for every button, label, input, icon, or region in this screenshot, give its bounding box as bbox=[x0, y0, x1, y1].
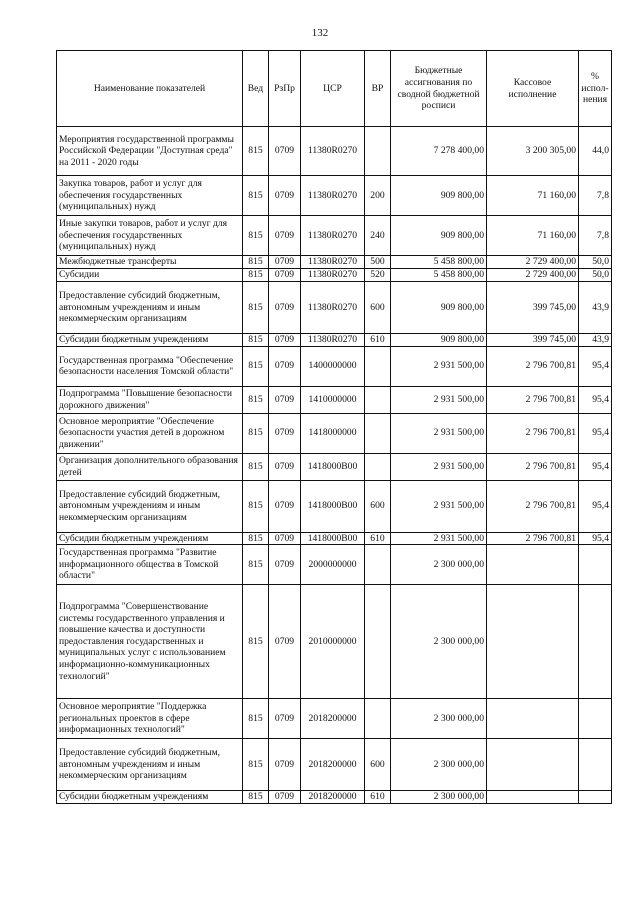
cell-ved: 815 bbox=[243, 480, 269, 532]
cell-executed: 2 796 700,81 bbox=[487, 413, 579, 453]
cell-vr: 610 bbox=[365, 334, 391, 347]
header-row bbox=[57, 51, 612, 127]
cell-ved: 815 bbox=[243, 176, 269, 216]
cell-vr: 610 bbox=[365, 532, 391, 545]
cell-ved: 815 bbox=[243, 413, 269, 453]
cell-name: Мероприятия государственной программы Российской Федерации "Доступная среда" на 2011 - 2020 годы bbox=[57, 127, 243, 176]
cell-assigned: 2 931 500,00 bbox=[391, 346, 487, 386]
cell-percent: 95,4 bbox=[579, 532, 612, 545]
cell-assigned: 2 931 500,00 bbox=[391, 453, 487, 480]
cell-assigned: 909 800,00 bbox=[391, 216, 487, 256]
cell-rzpr: 0709 bbox=[269, 739, 301, 791]
cell-executed bbox=[487, 739, 579, 791]
cell-executed: 2 729 400,00 bbox=[487, 269, 579, 282]
cell-rzpr: 0709 bbox=[269, 532, 301, 545]
cell-assigned: 5 458 800,00 bbox=[391, 269, 487, 282]
budget-table bbox=[56, 50, 612, 804]
cell-executed bbox=[487, 699, 579, 739]
cell-vr: 200 bbox=[365, 176, 391, 216]
cell-executed: 2 729 400,00 bbox=[487, 256, 579, 269]
cell-assigned: 2 931 500,00 bbox=[391, 413, 487, 453]
cell-executed: 2 796 700,81 bbox=[487, 532, 579, 545]
cell-percent bbox=[579, 739, 612, 791]
cell-csr: 1418000В00 bbox=[301, 532, 365, 545]
cell-ved: 815 bbox=[243, 453, 269, 480]
cell-assigned: 7 278 400,00 bbox=[391, 127, 487, 176]
cell-rzpr: 0709 bbox=[269, 699, 301, 739]
cell-rzpr: 0709 bbox=[269, 127, 301, 176]
cell-executed: 399 745,00 bbox=[487, 334, 579, 347]
cell-csr: 11380R0270 bbox=[301, 127, 365, 176]
cell-rzpr: 0709 bbox=[269, 269, 301, 282]
cell-name: Основное мероприятие "Поддержка региональных проектов в сфере информационных технологий" bbox=[57, 699, 243, 739]
cell-name: Иные закупки товаров, работ и услуг для обеспечения государственных (муниципальных) нужд bbox=[57, 216, 243, 256]
cell-vr bbox=[365, 346, 391, 386]
cell-executed bbox=[487, 545, 579, 585]
table-row bbox=[57, 739, 612, 791]
cell-ved: 815 bbox=[243, 256, 269, 269]
cell-vr bbox=[365, 699, 391, 739]
cell-csr: 1418000000 bbox=[301, 413, 365, 453]
cell-name: Субсидии бюджетным учреждениям bbox=[57, 334, 243, 347]
cell-assigned: 2 300 000,00 bbox=[391, 545, 487, 585]
cell-vr: 500 bbox=[365, 256, 391, 269]
cell-vr: 240 bbox=[365, 216, 391, 256]
cell-executed: 3 200 305,00 bbox=[487, 127, 579, 176]
table-row bbox=[57, 256, 612, 269]
cell-ved: 815 bbox=[243, 334, 269, 347]
cell-vr bbox=[365, 413, 391, 453]
cell-rzpr: 0709 bbox=[269, 282, 301, 334]
table-row bbox=[57, 127, 612, 176]
cell-ved: 815 bbox=[243, 739, 269, 791]
cell-name: Субсидии бюджетным учреждениям bbox=[57, 532, 243, 545]
cell-csr: 2010000000 bbox=[301, 585, 365, 699]
cell-csr: 2000000000 bbox=[301, 545, 365, 585]
cell-name: Организация дополнительного образования детей bbox=[57, 453, 243, 480]
cell-assigned: 2 300 000,00 bbox=[391, 585, 487, 699]
col-header-assigned: Бюджетные ассигнования по сводной бюджетной росписи bbox=[391, 51, 487, 127]
cell-rzpr: 0709 bbox=[269, 791, 301, 804]
cell-csr: 1418000В00 bbox=[301, 480, 365, 532]
cell-assigned: 909 800,00 bbox=[391, 282, 487, 334]
cell-ved: 815 bbox=[243, 127, 269, 176]
cell-percent: 95,4 bbox=[579, 453, 612, 480]
cell-percent: 43,9 bbox=[579, 334, 612, 347]
page-number: 132 bbox=[311, 27, 329, 39]
cell-name: Субсидии bbox=[57, 269, 243, 282]
cell-name: Подпрограмма "Повышение безопасности дорожного движения" bbox=[57, 386, 243, 413]
cell-rzpr: 0709 bbox=[269, 216, 301, 256]
cell-assigned: 5 458 800,00 bbox=[391, 256, 487, 269]
cell-assigned: 2 300 000,00 bbox=[391, 739, 487, 791]
cell-ved: 815 bbox=[243, 545, 269, 585]
cell-name: Закупка товаров, работ и услуг для обеспечения государственных (муниципальных) нужд bbox=[57, 176, 243, 216]
cell-ved: 815 bbox=[243, 386, 269, 413]
cell-ved: 815 bbox=[243, 346, 269, 386]
cell-vr: 600 bbox=[365, 739, 391, 791]
cell-executed: 399 745,00 bbox=[487, 282, 579, 334]
cell-percent bbox=[579, 585, 612, 699]
cell-csr: 11380R0270 bbox=[301, 282, 365, 334]
cell-executed: 2 796 700,81 bbox=[487, 346, 579, 386]
cell-name: Предоставление субсидий бюджетным, автономным учреждениям и иным некоммерческим организациям bbox=[57, 480, 243, 532]
cell-executed: 71 160,00 bbox=[487, 216, 579, 256]
cell-name: Государственная программа "Развитие информационного общества в Томской области" bbox=[57, 545, 243, 585]
cell-ved: 815 bbox=[243, 585, 269, 699]
table-row bbox=[57, 699, 612, 739]
table-row bbox=[57, 532, 612, 545]
cell-rzpr: 0709 bbox=[269, 176, 301, 216]
cell-rzpr: 0709 bbox=[269, 413, 301, 453]
table-row bbox=[57, 282, 612, 334]
cell-percent: 44,0 bbox=[579, 127, 612, 176]
cell-csr: 2018200000 bbox=[301, 739, 365, 791]
col-header-executed: Кассовое исполнение bbox=[487, 51, 579, 127]
cell-assigned: 2 931 500,00 bbox=[391, 532, 487, 545]
table-row bbox=[57, 791, 612, 804]
cell-percent: 50,0 bbox=[579, 269, 612, 282]
cell-vr bbox=[365, 585, 391, 699]
table-row bbox=[57, 386, 612, 413]
cell-csr: 1410000000 bbox=[301, 386, 365, 413]
cell-ved: 815 bbox=[243, 532, 269, 545]
cell-rzpr: 0709 bbox=[269, 545, 301, 585]
cell-executed: 2 796 700,81 bbox=[487, 453, 579, 480]
col-header-rzpr: РзПр bbox=[269, 51, 301, 127]
table-row bbox=[57, 413, 612, 453]
cell-ved: 815 bbox=[243, 269, 269, 282]
cell-percent bbox=[579, 545, 612, 585]
cell-vr bbox=[365, 386, 391, 413]
cell-vr: 610 bbox=[365, 791, 391, 804]
cell-percent bbox=[579, 699, 612, 739]
table-row bbox=[57, 216, 612, 256]
table-row bbox=[57, 346, 612, 386]
cell-name: Субсидии бюджетным учреждениям bbox=[57, 791, 243, 804]
cell-name: Предоставление субсидий бюджетным, автономным учреждениям и иным некоммерческим организациям bbox=[57, 282, 243, 334]
cell-rzpr: 0709 bbox=[269, 453, 301, 480]
cell-csr: 11380R0270 bbox=[301, 256, 365, 269]
cell-vr bbox=[365, 453, 391, 480]
col-header-percent: % испол-нения bbox=[579, 51, 612, 127]
cell-executed bbox=[487, 585, 579, 699]
table-row bbox=[57, 269, 612, 282]
cell-name: Основное мероприятие "Обеспечение безопасности участия детей в дорожном движении" bbox=[57, 413, 243, 453]
cell-ved: 815 bbox=[243, 282, 269, 334]
cell-csr: 11380R0270 bbox=[301, 216, 365, 256]
cell-percent: 95,4 bbox=[579, 480, 612, 532]
cell-percent: 95,4 bbox=[579, 413, 612, 453]
cell-ved: 815 bbox=[243, 699, 269, 739]
cell-csr: 1418000В00 bbox=[301, 453, 365, 480]
cell-vr bbox=[365, 127, 391, 176]
col-header-ved: Вед bbox=[243, 51, 269, 127]
table-row bbox=[57, 453, 612, 480]
cell-name: Подпрограмма "Совершенствование системы государственного управления и повышение качества и доступности предоставления государственных и муниципальных услуг с использованием информационно-коммуникационных технологий" bbox=[57, 585, 243, 699]
cell-assigned: 2 931 500,00 bbox=[391, 480, 487, 532]
table-row bbox=[57, 585, 612, 699]
cell-percent: 7,8 bbox=[579, 216, 612, 256]
cell-csr: 2018200000 bbox=[301, 699, 365, 739]
cell-rzpr: 0709 bbox=[269, 386, 301, 413]
cell-csr: 11380R0270 bbox=[301, 176, 365, 216]
col-header-vr: ВР bbox=[365, 51, 391, 127]
cell-percent bbox=[579, 791, 612, 804]
cell-rzpr: 0709 bbox=[269, 334, 301, 347]
cell-csr: 11380R0270 bbox=[301, 269, 365, 282]
cell-assigned: 2 300 000,00 bbox=[391, 699, 487, 739]
table-row bbox=[57, 334, 612, 347]
cell-percent: 95,4 bbox=[579, 386, 612, 413]
cell-csr: 11380R0270 bbox=[301, 334, 365, 347]
cell-percent: 7,8 bbox=[579, 176, 612, 216]
cell-csr: 2018200000 bbox=[301, 791, 365, 804]
cell-vr: 600 bbox=[365, 480, 391, 532]
cell-rzpr: 0709 bbox=[269, 346, 301, 386]
col-header-csr: ЦСР bbox=[301, 51, 365, 127]
cell-percent: 50,0 bbox=[579, 256, 612, 269]
col-header-name: Наименование показателей bbox=[57, 51, 243, 127]
cell-rzpr: 0709 bbox=[269, 480, 301, 532]
cell-ved: 815 bbox=[243, 791, 269, 804]
cell-assigned: 909 800,00 bbox=[391, 334, 487, 347]
table-row bbox=[57, 545, 612, 585]
cell-name: Предоставление субсидий бюджетным, автономным учреждениям и иным некоммерческим организациям bbox=[57, 739, 243, 791]
table-row bbox=[57, 176, 612, 216]
cell-assigned: 2 931 500,00 bbox=[391, 386, 487, 413]
cell-percent: 95,4 bbox=[579, 346, 612, 386]
cell-executed: 71 160,00 bbox=[487, 176, 579, 216]
cell-rzpr: 0709 bbox=[269, 256, 301, 269]
table-row bbox=[57, 480, 612, 532]
cell-ved: 815 bbox=[243, 216, 269, 256]
cell-executed bbox=[487, 791, 579, 804]
cell-assigned: 2 300 000,00 bbox=[391, 791, 487, 804]
cell-csr: 1400000000 bbox=[301, 346, 365, 386]
cell-vr bbox=[365, 545, 391, 585]
cell-vr: 520 bbox=[365, 269, 391, 282]
cell-name: Межбюджетные трансферты bbox=[57, 256, 243, 269]
cell-vr: 600 bbox=[365, 282, 391, 334]
cell-assigned: 909 800,00 bbox=[391, 176, 487, 216]
cell-executed: 2 796 700,81 bbox=[487, 480, 579, 532]
cell-rzpr: 0709 bbox=[269, 585, 301, 699]
cell-name: Государственная программа "Обеспечение безопасности населения Томской области" bbox=[57, 346, 243, 386]
cell-percent: 43,9 bbox=[579, 282, 612, 334]
cell-executed: 2 796 700,81 bbox=[487, 386, 579, 413]
